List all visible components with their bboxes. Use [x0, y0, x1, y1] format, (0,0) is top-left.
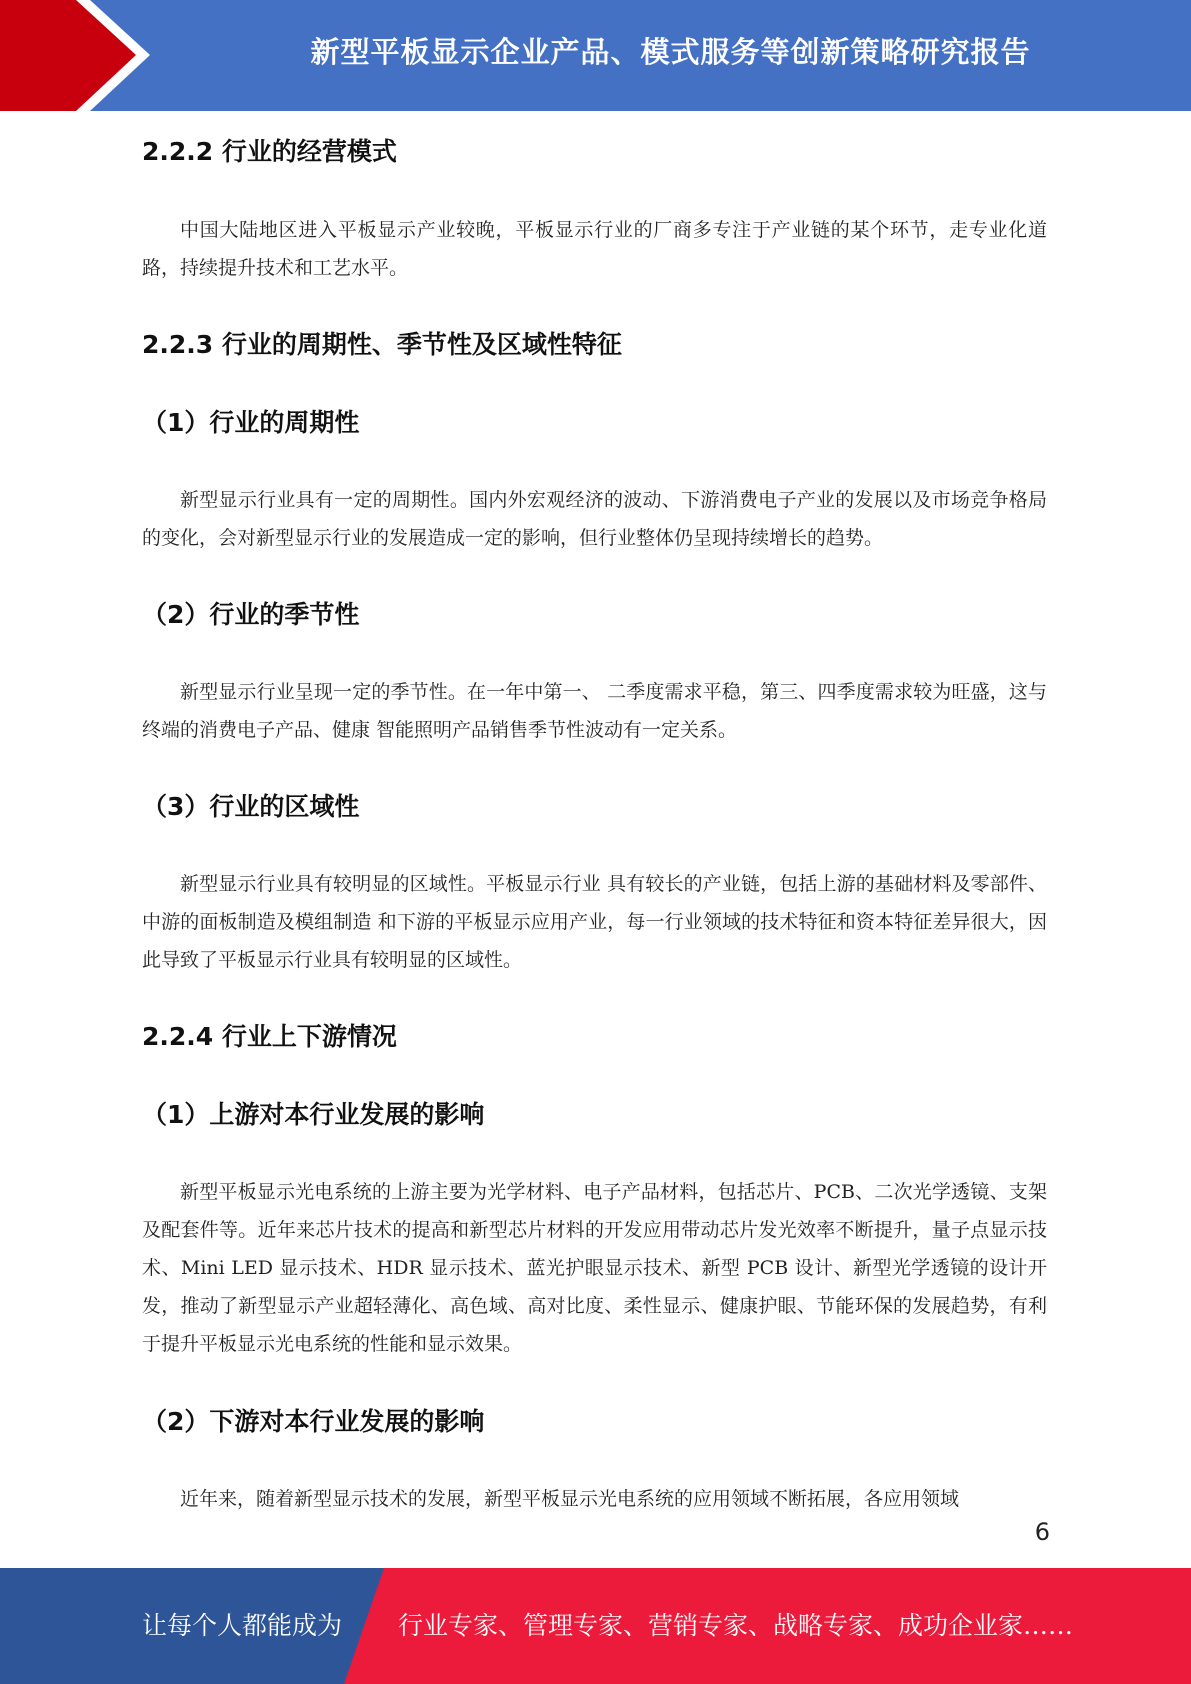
paragraph-downstream: 近年来，随着新型显示技术的发展，新型平板显示光电系统的应用领域不断拓展，各应用领域	[180, 1488, 960, 1510]
subheading-upstream: （1）上游对本行业发展的影响	[142, 1100, 485, 1129]
paragraph-seasonality: 新型显示行业呈现一定的季节性。在一年中第一、 二季度需求平稳，第三、四季度需求较为旺盛，这与终端的消费电子产品、健康 智能照明产品销售季节性波动有一定关系。	[142, 681, 1047, 741]
paragraph-regionality: 新型显示行业具有较明显的区域性。平板显示行业 具有较长的产业链，包括上游的基础材料及零部件、中游的面板制造及模组制造 和下游的平板显示应用产业，每一行业领域的技术特征和资本特征差异很大，因 此导致了平板显示行业具有较明显的区域性。	[142, 873, 1047, 971]
paragraph-upstream: 新型平板显示光电系统的上游主要为光学材料、电子产品材料，包括芯片、PCB、二次光学透镜、支架及配套件等。近年来芯片技术的提高和新型芯片材料的开发应用带动芯片发光效率不断提升，量子点显示技术、Mini LED 显示技术、HDR 显示技术、蓝光护眼显示技术、新型 PCB 设计、新型光学透镜的设计开发，推动了新型显示产业超轻薄化、高色域、高对比度、柔性显示、健康护眼、节能环保的发展趋势，有利于提升平板显示光电系统的性能和显示效果。	[142, 1181, 1047, 1355]
subheading-cyclicality: （1）行业的周期性	[142, 408, 360, 437]
paragraph-cyclicality: 新型显示行业具有一定的周期性。国内外宏观经济的波动、下游消费电子产业的发展以及市场竞争格局的变化，会对新型显示行业的发展造成一定的影响，但行业整体仍呈现持续增长的趋势。	[142, 489, 1047, 549]
page-header	[0, 0, 1191, 111]
section-heading-2-2-4: 2.2.4 行业上下游情况	[142, 1022, 397, 1051]
section-heading-2-2-2: 2.2.2 行业的经营模式	[142, 137, 397, 166]
page-footer	[0, 1568, 1191, 1684]
report-title: 新型平板显示企业产品、模式服务等创新策略研究报告	[310, 34, 1031, 69]
subheading-downstream: （2）下游对本行业发展的影响	[142, 1407, 485, 1436]
section-heading-2-2-3: 2.2.3 行业的周期性、季节性及区域性特征	[142, 330, 622, 359]
page-number: 6	[1034, 1518, 1050, 1546]
footer-slogan-right: 行业专家、管理专家、营销专家、战略专家、成功企业家……	[398, 1611, 1074, 1640]
subheading-regionality: （3）行业的区域性	[142, 792, 360, 821]
footer-slogan-left: 让每个人都能成为	[142, 1611, 343, 1640]
paragraph-business-model: 中国大陆地区进入平板显示产业较晚，平板显示行业的厂商多专注于产业链的某个环节，走专业化道路，持续提升技术和工艺水平。	[142, 219, 1047, 279]
subheading-seasonality: （2）行业的季节性	[142, 600, 360, 629]
